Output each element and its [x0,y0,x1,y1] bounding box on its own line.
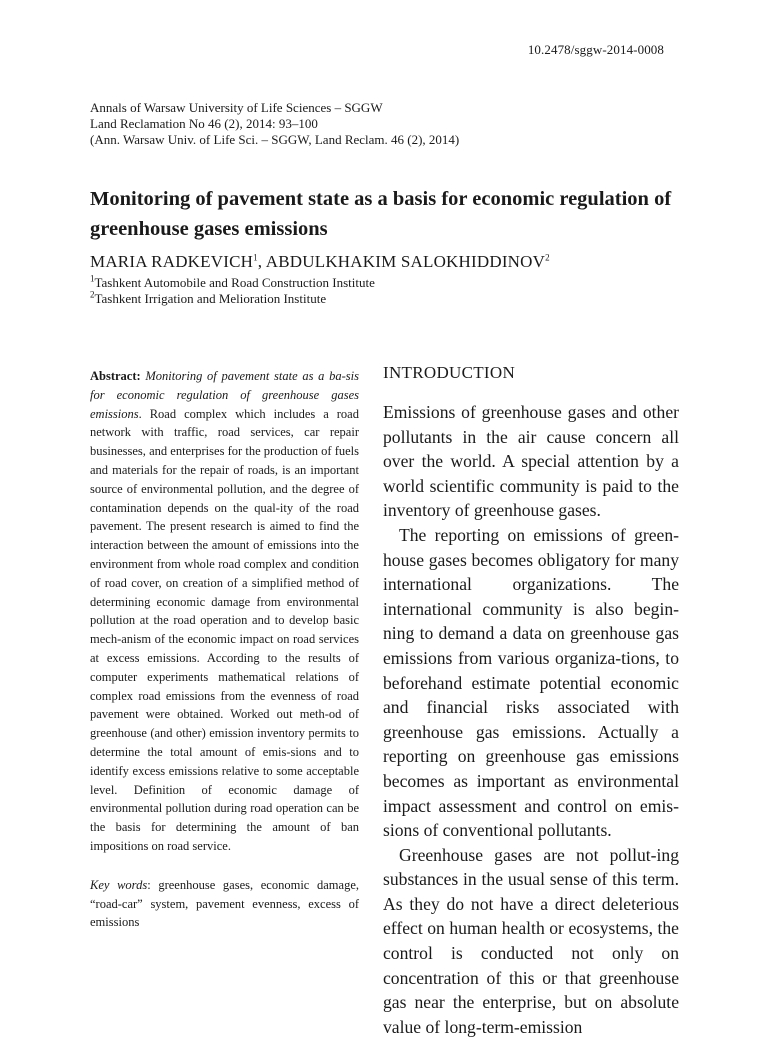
affiliation-name: Tashkent Irrigation and Melioration Institute [94,291,327,306]
introduction-body [383,400,679,1039]
author-affiliation-marker: 2 [545,252,550,263]
affiliation-list [90,275,375,307]
journal-line-1: Annals of Warsaw University of Life Sciences – SGGW [90,100,383,115]
author-name: MARIA RADKEVICH [90,252,254,271]
affiliation [90,275,375,291]
keywords-text: : greenhouse gases, economic damage, “road-car” system, pavement evenness, excess of emissions [90,877,359,930]
author-affiliation-marker: 1 [253,252,258,263]
affiliation-marker: 1 [90,273,95,284]
affiliation-name: Tashkent Automobile and Road Construction Institute [94,275,375,290]
paper-title: Monitoring of pavement state as a basis for economic regulation of greenhouse gases emissions [90,188,672,240]
author-list [90,252,550,272]
author-separator: , [257,252,266,271]
abstract-paragraph [90,367,359,856]
abstract-block [90,367,359,932]
introduction-paragraph: Emissions of greenhouse gases and other pollutants in the air cause concern all over the world. A special attention by a world scientific community is paid to the inventory of greenhouse gases. [383,402,679,521]
journal-line-3: (Ann. Warsaw Univ. of Life Sci. – SGGW, Land Reclam. 46 (2), 2014) [90,132,460,147]
introduction-paragraph: Greenhouse gases are not pollut-ing substances in the usual sense of this term. As they do not have a direct deleterious effect on human health or ecosystems, the control is conducted not only on concentration of this or that greenhouse gas near the enterprise, but on absolute value of long-term-emission [383,844,679,1037]
keywords-paragraph [90,876,359,932]
keywords-label: Key words [90,877,148,892]
introduction-paragraph: The reporting on emissions of green-house gases becomes obligatory for many international organizations. The international community is also begin-ning to demand a data on greenhouse gas emissions from various organiza-tions, to beforehand estimate potential economic and financial risks associated with greenhouse gas emissions. Actually a reporting on greenhouse gas emissions becomes as important as environmental impact assessment and control on emis-sions of conventional pollutants. [383,524,679,841]
journal-citation [90,100,459,148]
introduction-heading: INTRODUCTION [383,363,516,382]
author-name: ABDULKHAKIM SALOKHIDDINOV [265,252,546,271]
abstract-label: Abstract: [90,369,141,383]
doi-identifier: 10.2478/sggw-2014-0008 [527,42,664,57]
affiliation-marker: 2 [90,289,95,300]
abstract-title: Monitoring of pavement state as a ba-sis for economic regulation of greenhouse gases emissions [90,369,359,421]
abstract-text: . Road complex which includes a road network with traffic, road services, car repair businesses, and enterprises for the production of fuels and materials for the repair of roads, is an important source of environmental pollution, and the degree of contamination depends on the qual-ity of the road pavement. The present research is aimed to find the interaction between the amount of emissions into the environment from whole road complex and condition of road cover, on creation of a simplified method of determining economic damage from environmental pollution at the road operation and to develop basic mech-anism of the economic impact on road services at excess emissions. According to the results of computer experiments mathematical relations of complex road emissions from the evenness of road pavement were obtained. Worked out meth-od of greenhouse (and other) emission inventory permits to determine the total amount of emis-sions and to identify excess emissions relative to some acceptable level. Definition of economic damage of environmental pollution during road operation can be the basis for determining the amount of ban impositions on road service. [90,406,359,853]
affiliation [90,291,375,307]
journal-line-2: Land Reclamation No 46 (2), 2014: 93–100 [90,116,318,131]
